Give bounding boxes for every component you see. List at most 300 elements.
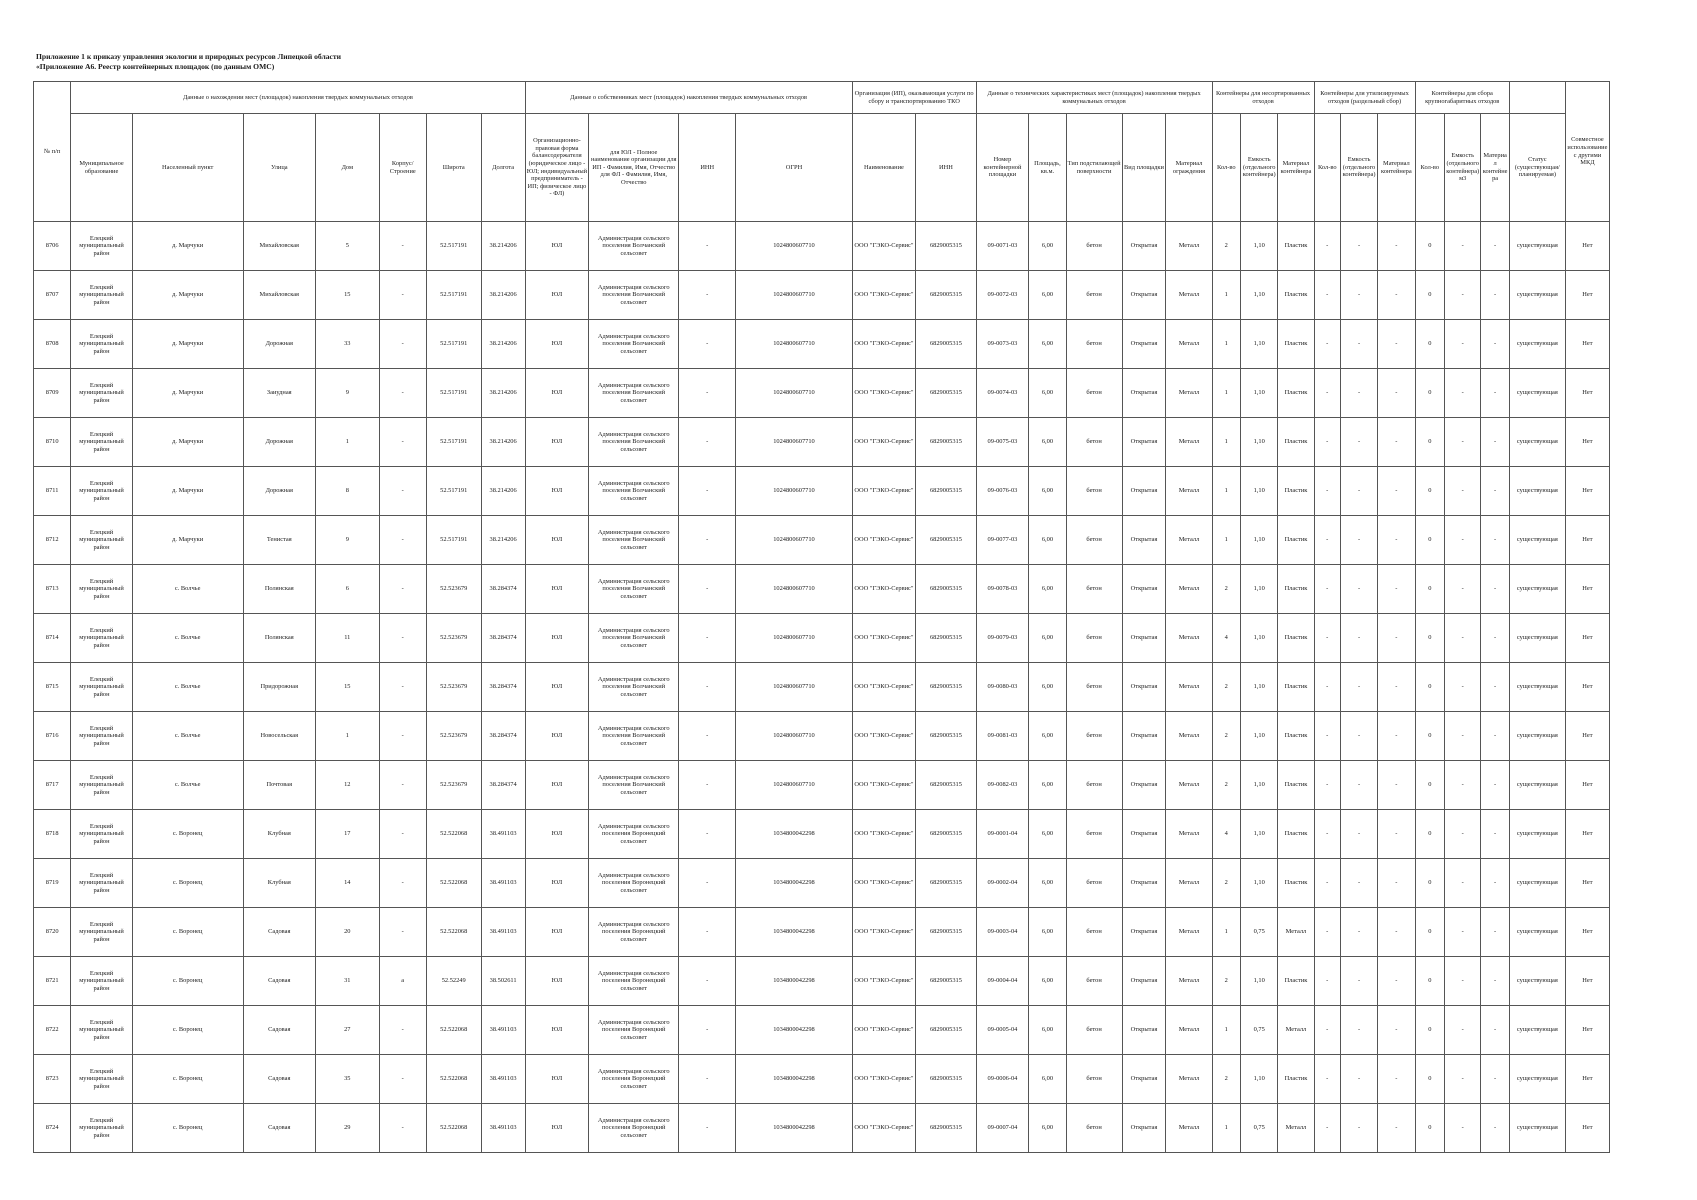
row-unsorted-qty: 1 xyxy=(1212,369,1241,418)
row-recycled-capacity: - xyxy=(1340,1055,1377,1104)
table-row xyxy=(34,908,1610,957)
row-recycled-material: - xyxy=(1378,859,1415,908)
row-unsorted-capacity: 1,10 xyxy=(1241,663,1278,712)
row-house: 15 xyxy=(315,271,379,320)
row-street: Клубная xyxy=(243,859,315,908)
row-area: 6,00 xyxy=(1029,908,1066,957)
row-legal-form: ЮЛ xyxy=(525,516,589,565)
row-site-number: 09-0076-03 xyxy=(976,467,1029,516)
header-municipality: Муниципальное образование xyxy=(71,114,132,222)
row-number: 8720 xyxy=(34,908,71,957)
row-unsorted-capacity: 1,10 xyxy=(1241,418,1278,467)
row-site-type: Открытая xyxy=(1122,712,1166,761)
row-site-type: Открытая xyxy=(1122,614,1166,663)
row-unsorted-capacity: 1,10 xyxy=(1241,712,1278,761)
header-ogrn: ОГРН xyxy=(736,114,852,222)
row-recycled-qty: - xyxy=(1314,222,1340,271)
row-building: - xyxy=(379,418,426,467)
row-unsorted-material: Пластик xyxy=(1278,271,1314,320)
row-owner-name: Администрация сельского поселения Волчанский сельсовет xyxy=(589,663,679,712)
row-ogrn: 1034800042298 xyxy=(736,908,852,957)
row-recycled-capacity: - xyxy=(1340,957,1377,1006)
row-status: существующая xyxy=(1509,859,1565,908)
row-municipality: Елецкий муниципальный район xyxy=(71,418,132,467)
row-lon: 38.284374 xyxy=(481,761,525,810)
row-house: 11 xyxy=(315,614,379,663)
row-recycled-qty: - xyxy=(1314,761,1340,810)
row-street: Заиудная xyxy=(243,369,315,418)
row-bulky-material: - xyxy=(1481,418,1510,467)
row-legal-form: ЮЛ xyxy=(525,908,589,957)
row-building: - xyxy=(379,810,426,859)
row-site-number: 09-0073-03 xyxy=(976,320,1029,369)
row-ogrn: 1034800042298 xyxy=(736,1104,852,1153)
row-owner-name: Администрация сельского поселения Воронецкий сельсовет xyxy=(589,957,679,1006)
row-unsorted-qty: 2 xyxy=(1212,712,1241,761)
row-lon: 38.491103 xyxy=(481,908,525,957)
header-group-bulky: Контейнеры для сбора крупногабаритных отходов xyxy=(1415,82,1509,114)
row-unsorted-material: Пластик xyxy=(1278,712,1314,761)
row-site-number: 09-0074-03 xyxy=(976,369,1029,418)
row-unsorted-qty: 1 xyxy=(1212,516,1241,565)
row-bulky-qty: 0 xyxy=(1415,1006,1445,1055)
row-lon: 38.491103 xyxy=(481,859,525,908)
row-unsorted-capacity: 1,10 xyxy=(1241,859,1278,908)
row-legal-form: ЮЛ xyxy=(525,369,589,418)
row-bulky-capacity: - xyxy=(1445,810,1481,859)
row-building: - xyxy=(379,614,426,663)
row-building: - xyxy=(379,859,426,908)
row-operator-inn: 6829005315 xyxy=(916,516,976,565)
row-area: 6,00 xyxy=(1029,1104,1066,1153)
row-recycled-capacity: - xyxy=(1340,565,1377,614)
row-house: 35 xyxy=(315,1055,379,1104)
row-settlement: с. Волчье xyxy=(132,712,243,761)
row-area: 6,00 xyxy=(1029,1006,1066,1055)
row-street: Придорожная xyxy=(243,663,315,712)
row-site-number: 09-0079-03 xyxy=(976,614,1029,663)
row-bulky-qty: 0 xyxy=(1415,908,1445,957)
row-street: Садовая xyxy=(243,1104,315,1153)
row-street: Дорожная xyxy=(243,418,315,467)
row-lat: 52.522068 xyxy=(426,1006,481,1055)
row-unsorted-material: Пластик xyxy=(1278,859,1314,908)
row-owner-name: Администрация сельского поселения Волчанский сельсовет xyxy=(589,614,679,663)
row-shared: Нет xyxy=(1565,320,1609,369)
row-lon: 38.284374 xyxy=(481,663,525,712)
row-operator-inn: 6829005315 xyxy=(916,467,976,516)
row-surface: бетон xyxy=(1066,1006,1122,1055)
row-lat: 52.522068 xyxy=(426,810,481,859)
row-settlement: с. Волчье xyxy=(132,565,243,614)
row-bulky-qty: 0 xyxy=(1415,565,1445,614)
header-surface: Тип подстилающей поверхности xyxy=(1066,114,1122,222)
row-building: - xyxy=(379,663,426,712)
row-area: 6,00 xyxy=(1029,859,1066,908)
row-street: Тенистая xyxy=(243,516,315,565)
row-legal-form: ЮЛ xyxy=(525,271,589,320)
row-bulky-capacity: - xyxy=(1445,859,1481,908)
row-legal-form: ЮЛ xyxy=(525,418,589,467)
row-number: 8707 xyxy=(34,271,71,320)
row-site-type: Открытая xyxy=(1122,859,1166,908)
row-owner-name: Администрация сельского поселения Воронецкий сельсовет xyxy=(589,810,679,859)
row-recycled-qty: - xyxy=(1314,369,1340,418)
row-site-type: Открытая xyxy=(1122,1104,1166,1153)
row-fence: Металл xyxy=(1166,1104,1212,1153)
row-lon: 38.491103 xyxy=(481,810,525,859)
row-inn: - xyxy=(679,222,736,271)
row-recycled-qty: - xyxy=(1314,1055,1340,1104)
row-house: 6 xyxy=(315,565,379,614)
row-unsorted-capacity: 1,10 xyxy=(1241,320,1278,369)
row-site-number: 09-0077-03 xyxy=(976,516,1029,565)
row-recycled-capacity: - xyxy=(1340,614,1377,663)
row-area: 6,00 xyxy=(1029,957,1066,1006)
row-owner-name: Администрация сельского поселения Волчанский сельсовет xyxy=(589,369,679,418)
row-lat: 52.517191 xyxy=(426,418,481,467)
row-owner-name: Администрация сельского поселения Волчанский сельсовет xyxy=(589,565,679,614)
row-bulky-material: - xyxy=(1481,369,1510,418)
row-inn: - xyxy=(679,467,736,516)
row-ogrn: 1034800042298 xyxy=(736,859,852,908)
row-bulky-material: - xyxy=(1481,712,1510,761)
row-settlement: с. Воронец xyxy=(132,908,243,957)
row-settlement: с. Волчье xyxy=(132,761,243,810)
row-site-number: 09-0002-04 xyxy=(976,859,1029,908)
header-operator-name: Наименование xyxy=(852,114,916,222)
row-house: 20 xyxy=(315,908,379,957)
header-group-tech: Данные о технических характеристиках мест (площадок) накопления твердых коммунальных отходов xyxy=(976,82,1212,114)
row-number: 8708 xyxy=(34,320,71,369)
row-inn: - xyxy=(679,1006,736,1055)
row-unsorted-qty: 1 xyxy=(1212,320,1241,369)
row-unsorted-capacity: 0,75 xyxy=(1241,908,1278,957)
row-fence: Металл xyxy=(1166,810,1212,859)
row-shared: Нет xyxy=(1565,614,1609,663)
row-lon: 38.214206 xyxy=(481,222,525,271)
row-lat: 52.517191 xyxy=(426,271,481,320)
row-lat: 52.517191 xyxy=(426,467,481,516)
row-fence: Металл xyxy=(1166,761,1212,810)
row-surface: бетон xyxy=(1066,271,1122,320)
row-recycled-material: - xyxy=(1378,418,1415,467)
row-owner-name: Администрация сельского поселения Воронецкий сельсовет xyxy=(589,908,679,957)
row-recycled-capacity: - xyxy=(1340,712,1377,761)
row-area: 6,00 xyxy=(1029,271,1066,320)
row-fence: Металл xyxy=(1166,418,1212,467)
row-lat: 52.523679 xyxy=(426,712,481,761)
row-operator-name: ООО "ГЭКО-Сервис" xyxy=(852,516,916,565)
row-recycled-qty: - xyxy=(1314,418,1340,467)
row-area: 6,00 xyxy=(1029,810,1066,859)
row-fence: Металл xyxy=(1166,614,1212,663)
row-site-type: Открытая xyxy=(1122,222,1166,271)
header-group-unsorted: Контейнеры для несортированных отходов xyxy=(1212,82,1314,114)
row-recycled-material: - xyxy=(1378,663,1415,712)
row-lon: 38.214206 xyxy=(481,467,525,516)
row-lon: 38.491103 xyxy=(481,1104,525,1153)
row-bulky-qty: 0 xyxy=(1415,712,1445,761)
row-bulky-qty: 0 xyxy=(1415,859,1445,908)
row-bulky-qty: 0 xyxy=(1415,761,1445,810)
row-operator-name: ООО "ГЭКО-Сервис" xyxy=(852,663,916,712)
row-site-number: 09-0006-04 xyxy=(976,1055,1029,1104)
row-unsorted-capacity: 1,10 xyxy=(1241,369,1278,418)
header-unsorted-capacity: Емкость (отдельного контейнера) xyxy=(1241,114,1278,222)
row-fence: Металл xyxy=(1166,467,1212,516)
row-recycled-material: - xyxy=(1378,271,1415,320)
row-lat: 52.522068 xyxy=(426,1104,481,1153)
row-bulky-qty: 0 xyxy=(1415,1104,1445,1153)
row-recycled-material: - xyxy=(1378,565,1415,614)
header-lat: Широта xyxy=(426,114,481,222)
row-surface: бетон xyxy=(1066,320,1122,369)
row-unsorted-material: Пластик xyxy=(1278,1055,1314,1104)
row-recycled-capacity: - xyxy=(1340,663,1377,712)
row-status: существующая xyxy=(1509,516,1565,565)
table-row xyxy=(34,369,1610,418)
row-legal-form: ЮЛ xyxy=(525,957,589,1006)
row-lon: 38.214206 xyxy=(481,418,525,467)
row-site-number: 09-0082-03 xyxy=(976,761,1029,810)
row-building: - xyxy=(379,222,426,271)
row-building: - xyxy=(379,1104,426,1153)
row-inn: - xyxy=(679,761,736,810)
row-site-number: 09-0001-04 xyxy=(976,810,1029,859)
row-settlement: с. Воронец xyxy=(132,1055,243,1104)
row-recycled-capacity: - xyxy=(1340,271,1377,320)
row-bulky-material: - xyxy=(1481,222,1510,271)
row-site-number: 09-0003-04 xyxy=(976,908,1029,957)
row-bulky-material: - xyxy=(1481,663,1510,712)
row-operator-inn: 6829005315 xyxy=(916,957,976,1006)
row-municipality: Елецкий муниципальный район xyxy=(71,957,132,1006)
row-surface: бетон xyxy=(1066,1104,1122,1153)
row-inn: - xyxy=(679,712,736,761)
row-lon: 38.214206 xyxy=(481,320,525,369)
row-unsorted-capacity: 1,10 xyxy=(1241,957,1278,1006)
row-unsorted-material: Пластик xyxy=(1278,516,1314,565)
row-status: существующая xyxy=(1509,222,1565,271)
row-fence: Металл xyxy=(1166,516,1212,565)
row-site-number: 09-0004-04 xyxy=(976,957,1029,1006)
row-lon: 38.502611 xyxy=(481,957,525,1006)
row-legal-form: ЮЛ xyxy=(525,1104,589,1153)
row-bulky-qty: 0 xyxy=(1415,1055,1445,1104)
row-status: существующая xyxy=(1509,712,1565,761)
row-street: Садовая xyxy=(243,1055,315,1104)
row-house: 33 xyxy=(315,320,379,369)
row-unsorted-qty: 1 xyxy=(1212,418,1241,467)
row-ogrn: 1024800607710 xyxy=(736,663,852,712)
header-lon: Долгота xyxy=(481,114,525,222)
row-recycled-qty: - xyxy=(1314,663,1340,712)
row-shared: Нет xyxy=(1565,957,1609,1006)
table-row xyxy=(34,467,1610,516)
row-operator-inn: 6829005315 xyxy=(916,1104,976,1153)
document-title-line-1: Приложение 1 к приказу управления экологии и природных ресурсов Липецкой области xyxy=(36,52,342,61)
row-number: 8713 xyxy=(34,565,71,614)
row-area: 6,00 xyxy=(1029,761,1066,810)
row-surface: бетон xyxy=(1066,1055,1122,1104)
row-operator-inn: 6829005315 xyxy=(916,859,976,908)
row-shared: Нет xyxy=(1565,565,1609,614)
header-unsorted-qty: Кол-во xyxy=(1212,114,1241,222)
row-unsorted-material: Металл xyxy=(1278,908,1314,957)
row-shared: Нет xyxy=(1565,859,1609,908)
row-house: 5 xyxy=(315,222,379,271)
row-status: существующая xyxy=(1509,320,1565,369)
row-building: - xyxy=(379,516,426,565)
row-recycled-capacity: - xyxy=(1340,859,1377,908)
row-operator-inn: 6829005315 xyxy=(916,320,976,369)
row-operator-name: ООО "ГЭКО-Сервис" xyxy=(852,418,916,467)
header-inn: ИНН xyxy=(679,114,736,222)
row-operator-inn: 6829005315 xyxy=(916,614,976,663)
row-unsorted-qty: 2 xyxy=(1212,957,1241,1006)
row-surface: бетон xyxy=(1066,222,1122,271)
row-recycled-capacity: - xyxy=(1340,1104,1377,1153)
header-street: Улица xyxy=(243,114,315,222)
row-ogrn: 1024800607710 xyxy=(736,467,852,516)
row-status: существующая xyxy=(1509,565,1565,614)
row-shared: Нет xyxy=(1565,1006,1609,1055)
row-fence: Металл xyxy=(1166,957,1212,1006)
row-shared: Нет xyxy=(1565,418,1609,467)
row-recycled-capacity: - xyxy=(1340,908,1377,957)
row-unsorted-material: Металл xyxy=(1278,1006,1314,1055)
row-unsorted-material: Пластик xyxy=(1278,369,1314,418)
row-site-number: 09-0081-03 xyxy=(976,712,1029,761)
row-settlement: с. Воронец xyxy=(132,957,243,1006)
row-lat: 52.523679 xyxy=(426,761,481,810)
row-shared: Нет xyxy=(1565,1055,1609,1104)
row-recycled-qty: - xyxy=(1314,320,1340,369)
row-legal-form: ЮЛ xyxy=(525,663,589,712)
row-building: - xyxy=(379,271,426,320)
row-bulky-capacity: - xyxy=(1445,1104,1481,1153)
row-status: существующая xyxy=(1509,614,1565,663)
row-unsorted-material: Пластик xyxy=(1278,222,1314,271)
row-inn: - xyxy=(679,565,736,614)
row-recycled-material: - xyxy=(1378,222,1415,271)
header-bulky-capacity: Емкость (отдельного контейнера) м3 xyxy=(1445,114,1481,222)
row-legal-form: ЮЛ xyxy=(525,565,589,614)
row-street: Почтовая xyxy=(243,761,315,810)
row-bulky-material: - xyxy=(1481,859,1510,908)
row-inn: - xyxy=(679,908,736,957)
row-unsorted-capacity: 1,10 xyxy=(1241,1055,1278,1104)
header-site-number: Номер контейнерной площадки xyxy=(976,114,1029,222)
row-fence: Металл xyxy=(1166,908,1212,957)
row-unsorted-qty: 1 xyxy=(1212,1006,1241,1055)
row-owner-name: Администрация сельского поселения Волчанский сельсовет xyxy=(589,222,679,271)
row-site-type: Открытая xyxy=(1122,320,1166,369)
row-unsorted-material: Пластик xyxy=(1278,418,1314,467)
row-municipality: Елецкий муниципальный район xyxy=(71,1055,132,1104)
row-ogrn: 1034800042298 xyxy=(736,810,852,859)
row-unsorted-qty: 2 xyxy=(1212,859,1241,908)
row-inn: - xyxy=(679,516,736,565)
row-operator-name: ООО "ГЭКО-Сервис" xyxy=(852,222,916,271)
row-ogrn: 1024800607710 xyxy=(736,761,852,810)
header-bulky-material: Материал контейнера xyxy=(1481,114,1510,222)
row-lat: 52.522068 xyxy=(426,908,481,957)
row-status: существующая xyxy=(1509,1006,1565,1055)
row-inn: - xyxy=(679,810,736,859)
row-inn: - xyxy=(679,271,736,320)
row-area: 6,00 xyxy=(1029,1055,1066,1104)
row-municipality: Елецкий муниципальный район xyxy=(71,369,132,418)
header-num: № п/п xyxy=(34,82,71,222)
row-surface: бетон xyxy=(1066,908,1122,957)
row-status: существующая xyxy=(1509,1055,1565,1104)
row-operator-inn: 6829005315 xyxy=(916,761,976,810)
row-surface: бетон xyxy=(1066,565,1122,614)
row-operator-name: ООО "ГЭКО-Сервис" xyxy=(852,271,916,320)
row-bulky-material: - xyxy=(1481,761,1510,810)
row-recycled-qty: - xyxy=(1314,271,1340,320)
row-owner-name: Администрация сельского поселения Волчанский сельсовет xyxy=(589,467,679,516)
row-unsorted-capacity: 1,10 xyxy=(1241,467,1278,516)
row-operator-name: ООО "ГЭКО-Сервис" xyxy=(852,1055,916,1104)
row-unsorted-material: Пластик xyxy=(1278,467,1314,516)
row-house: 9 xyxy=(315,516,379,565)
header-status: Статус (существующая/планируемая) xyxy=(1509,114,1565,222)
row-operator-inn: 6829005315 xyxy=(916,712,976,761)
row-lon: 38.284374 xyxy=(481,614,525,663)
row-lat: 52.517191 xyxy=(426,516,481,565)
row-lat: 52.523679 xyxy=(426,565,481,614)
row-unsorted-qty: 4 xyxy=(1212,810,1241,859)
row-building: - xyxy=(379,467,426,516)
row-street: Дорожная xyxy=(243,320,315,369)
row-bulky-material: - xyxy=(1481,810,1510,859)
row-house: 1 xyxy=(315,712,379,761)
row-fence: Металл xyxy=(1166,320,1212,369)
row-shared: Нет xyxy=(1565,1104,1609,1153)
row-bulky-capacity: - xyxy=(1445,1055,1481,1104)
row-number: 8717 xyxy=(34,761,71,810)
row-ogrn: 1024800607710 xyxy=(736,320,852,369)
row-owner-name: Администрация сельского поселения Воронецкий сельсовет xyxy=(589,1104,679,1153)
row-settlement: д. Марчуки xyxy=(132,516,243,565)
row-operator-name: ООО "ГЭКО-Сервис" xyxy=(852,859,916,908)
row-recycled-capacity: - xyxy=(1340,369,1377,418)
row-site-number: 09-0005-04 xyxy=(976,1006,1029,1055)
row-surface: бетон xyxy=(1066,369,1122,418)
row-bulky-capacity: - xyxy=(1445,908,1481,957)
row-operator-inn: 6829005315 xyxy=(916,369,976,418)
row-recycled-qty: - xyxy=(1314,859,1340,908)
row-operator-name: ООО "ГЭКО-Сервис" xyxy=(852,467,916,516)
row-lat: 52.517191 xyxy=(426,320,481,369)
row-site-type: Открытая xyxy=(1122,1006,1166,1055)
row-area: 6,00 xyxy=(1029,222,1066,271)
row-house: 29 xyxy=(315,1104,379,1153)
row-site-type: Открытая xyxy=(1122,761,1166,810)
row-recycled-qty: - xyxy=(1314,1104,1340,1153)
row-recycled-qty: - xyxy=(1314,516,1340,565)
row-bulky-material: - xyxy=(1481,516,1510,565)
row-bulky-capacity: - xyxy=(1445,663,1481,712)
row-operator-inn: 6829005315 xyxy=(916,1006,976,1055)
row-fence: Металл xyxy=(1166,859,1212,908)
row-municipality: Елецкий муниципальный район xyxy=(71,663,132,712)
table-row xyxy=(34,761,1610,810)
row-operator-name: ООО "ГЭКО-Сервис" xyxy=(852,761,916,810)
